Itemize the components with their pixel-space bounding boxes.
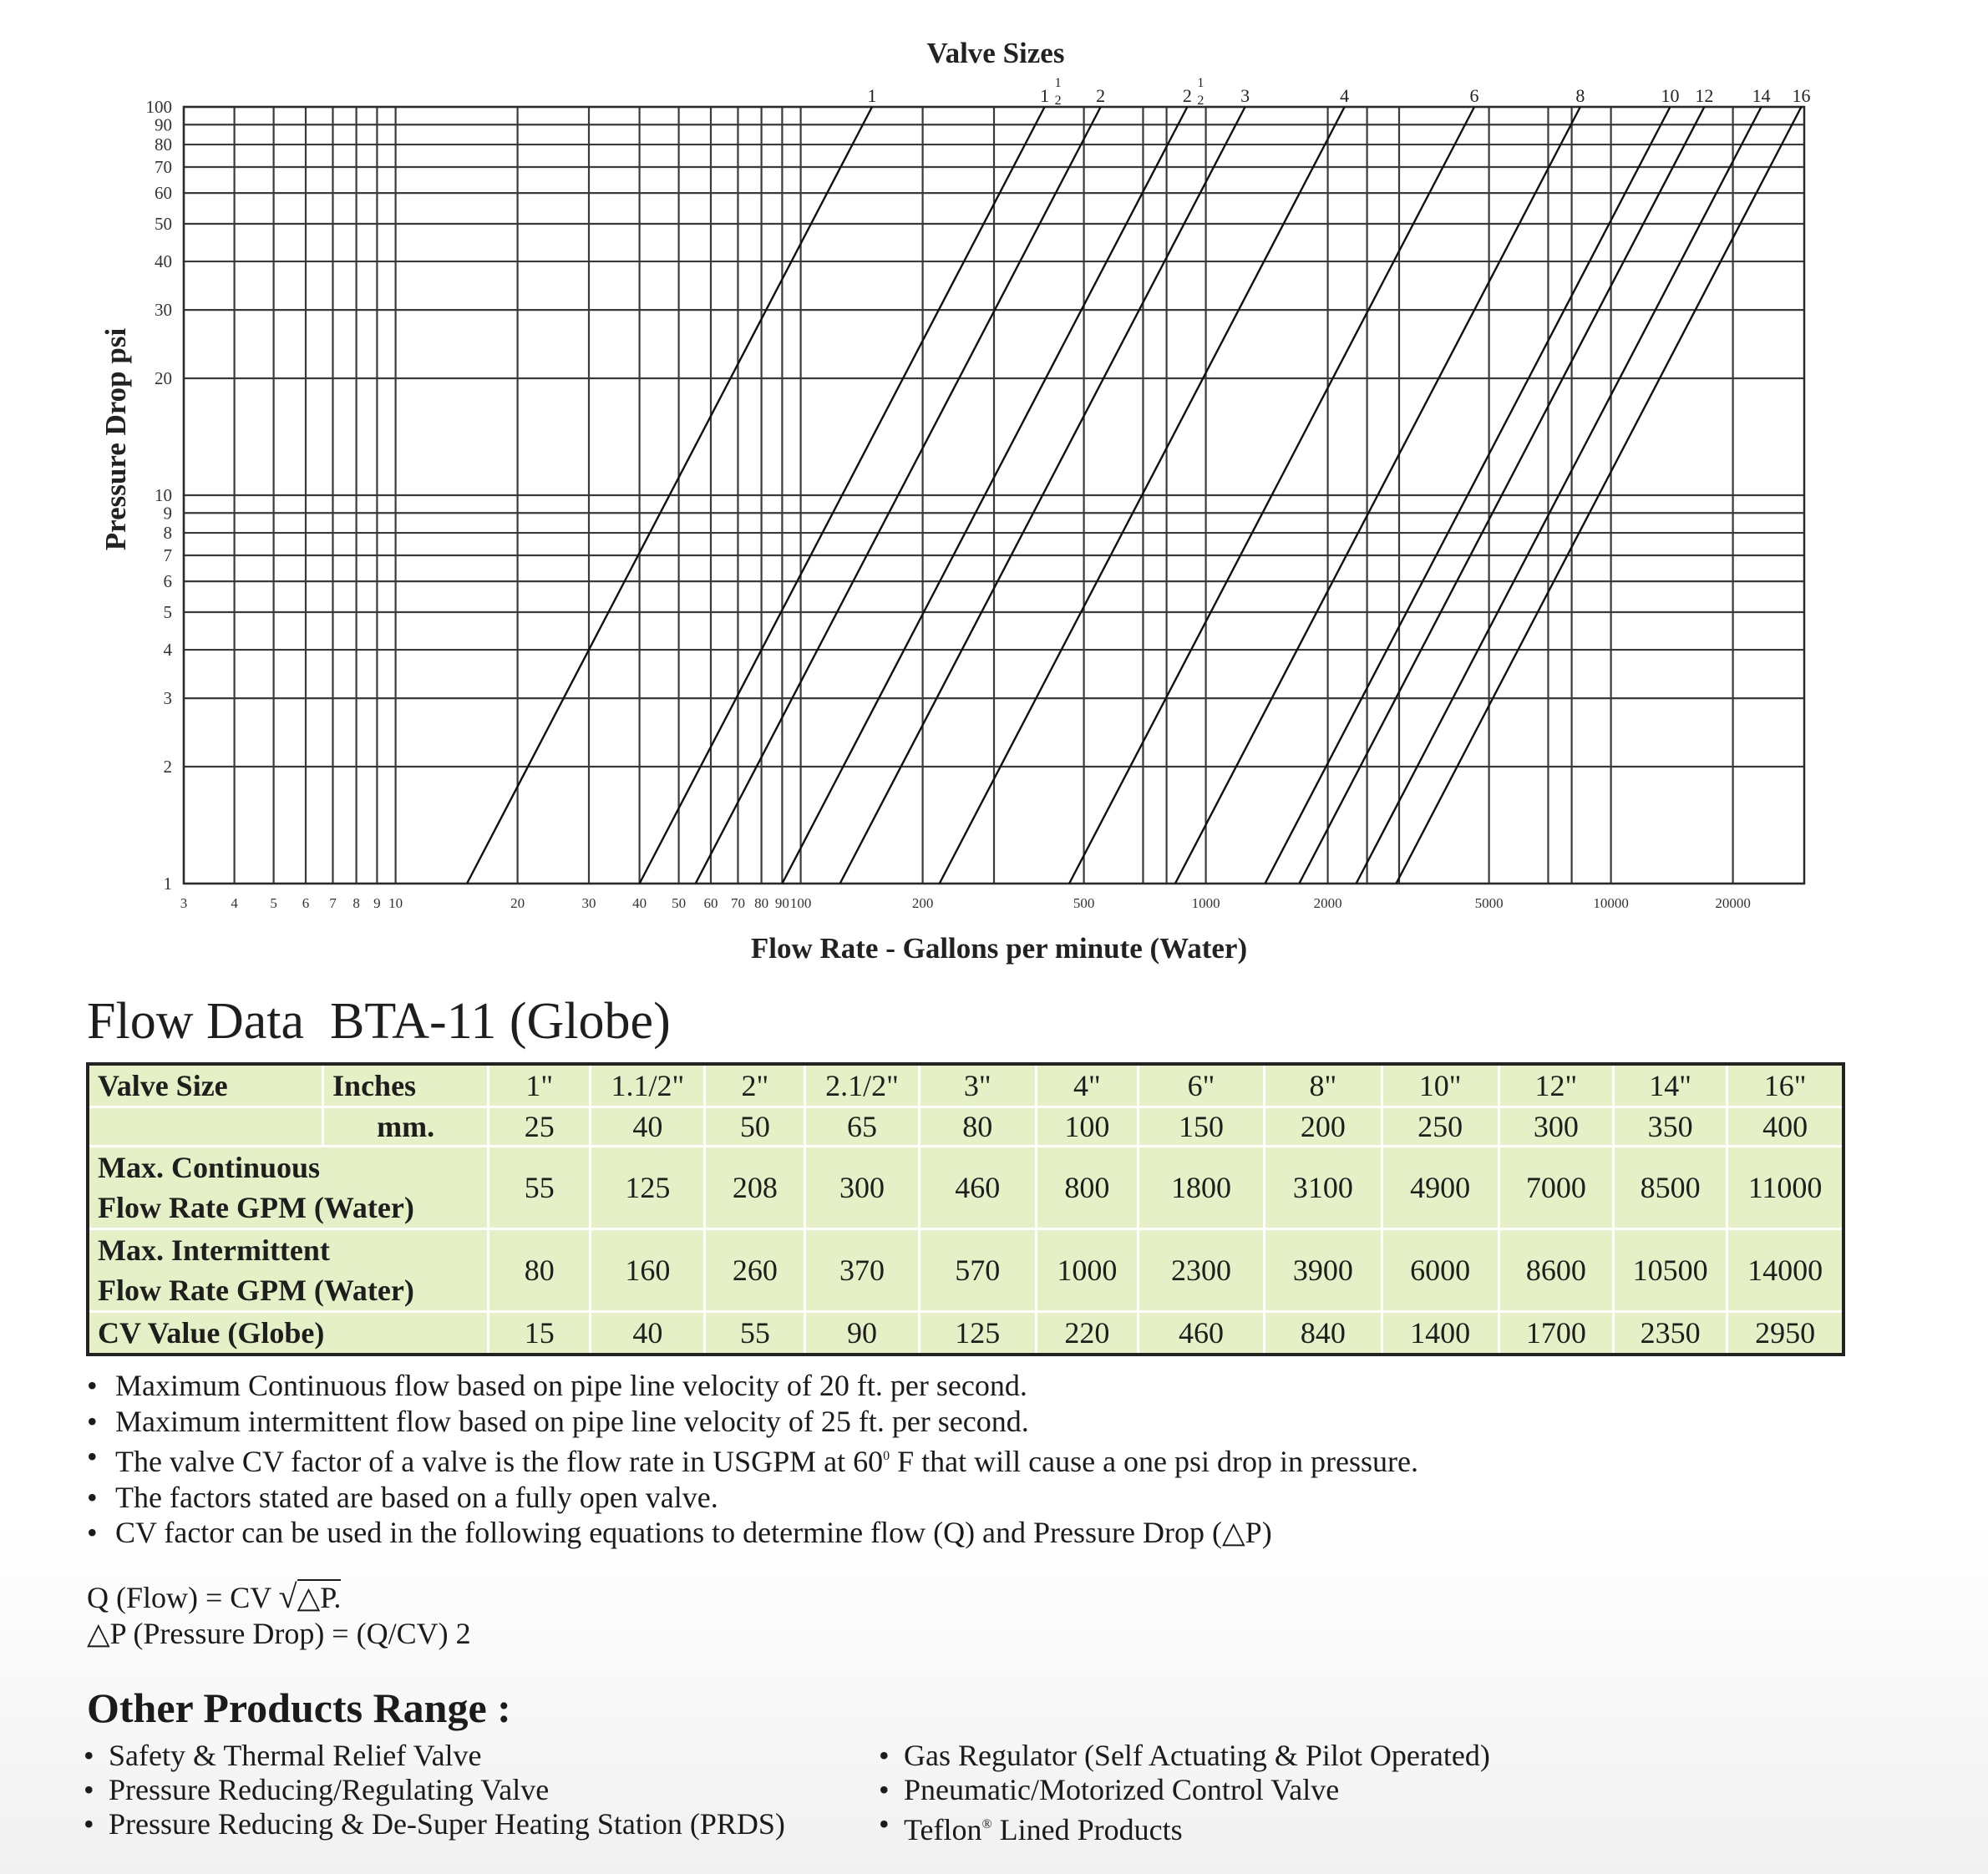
valve-label-fraction: 1: [1197, 76, 1204, 90]
valve-label-2½: 2: [1182, 85, 1192, 106]
table-cell: 2350: [1613, 1312, 1727, 1355]
x-tick-label: 90: [774, 895, 789, 911]
table-cell: 250: [1382, 1107, 1499, 1147]
blank-cell: [88, 1107, 323, 1147]
y-tick-label: 6: [163, 571, 172, 592]
x-tick-label: 3: [180, 895, 188, 911]
formula-text: Q (Flow) = CV: [87, 1581, 279, 1614]
table-cell: 370: [805, 1229, 919, 1312]
table-cell: 2.1/2": [805, 1064, 919, 1107]
y-tick-label: 80: [155, 134, 172, 155]
table-cell: 3": [919, 1064, 1036, 1107]
products-list-right: [879, 1739, 1490, 1847]
flow-data-title: Flow Data BTA-11 (Globe): [87, 993, 671, 1050]
table-cell: 460: [919, 1147, 1036, 1229]
product-text: Lined Products: [991, 1813, 1183, 1846]
table-row: [88, 1107, 1843, 1147]
y-tick-label: 10: [155, 485, 172, 505]
mm-label: mm.: [323, 1107, 489, 1147]
table-row: [88, 1229, 1843, 1312]
y-tick-label: 30: [155, 300, 172, 321]
valve-label-6: 6: [1469, 85, 1479, 106]
x-tick-label: 40: [632, 895, 647, 911]
product-item: • Gas Regulator (Self Actuating & Pilot Operated): [879, 1739, 1490, 1773]
note-item: • CV factor can be used in the following equations to determine flow (Q) and Pressure Drop (△P): [87, 1515, 1418, 1551]
chart-title: Valve Sizes: [926, 37, 1065, 69]
x-tick-label: 7: [329, 895, 337, 911]
valve-label-4: 4: [1340, 85, 1350, 106]
table-cell: 55: [705, 1312, 805, 1355]
sqrt-icon: √: [278, 1578, 297, 1615]
table-cell: 25: [489, 1107, 591, 1147]
x-tick-label: 70: [730, 895, 745, 911]
y-tick-label: 50: [155, 213, 172, 234]
table-cell: 55: [489, 1147, 591, 1229]
max-continuous-label: [88, 1147, 489, 1229]
table-cell: 14000: [1727, 1229, 1843, 1312]
x-tick-label: 50: [672, 895, 687, 911]
product-item: • Pneumatic/Motorized Control Valve: [879, 1773, 1490, 1807]
table-cell: 8500: [1613, 1147, 1727, 1229]
table-cell: 40: [591, 1107, 705, 1147]
table-cell: 15: [489, 1312, 591, 1355]
y-tick-label: 4: [163, 640, 172, 661]
table-cell: 350: [1613, 1107, 1727, 1147]
table-cell: 80: [489, 1229, 591, 1312]
table-cell: 300: [1499, 1107, 1613, 1147]
valve-label-14: 14: [1752, 85, 1771, 106]
table-cell: 40: [591, 1312, 705, 1355]
valve-label-fraction: 2: [1197, 94, 1204, 108]
table-cell: 3100: [1265, 1147, 1382, 1229]
y-tick-label: 40: [155, 251, 172, 272]
table-cell: 1.1/2": [591, 1064, 705, 1107]
valve-label-1½: 1: [1040, 85, 1050, 106]
table-cell: 1700: [1499, 1312, 1613, 1355]
table-cell: 300: [805, 1147, 919, 1229]
table-cell: 8": [1265, 1064, 1382, 1107]
table-cell: 125: [919, 1312, 1036, 1355]
table-cell: 10": [1382, 1064, 1499, 1107]
valve-label-16: 16: [1792, 85, 1811, 106]
table-cell: 1400: [1382, 1312, 1499, 1355]
table-cell: 8600: [1499, 1229, 1613, 1312]
table-cell: 150: [1138, 1107, 1264, 1147]
valve-size-label: Valve Size: [88, 1064, 323, 1107]
registered-mark: ®: [981, 1817, 992, 1831]
x-tick-label: 5000: [1474, 895, 1504, 911]
table-cell: 2": [705, 1064, 805, 1107]
table-cell: 90: [805, 1312, 919, 1355]
table-cell: 10500: [1613, 1229, 1727, 1312]
x-tick-label: 8: [352, 895, 360, 911]
table-cell: 220: [1036, 1312, 1138, 1355]
y-tick-label: 70: [155, 157, 172, 178]
y-tick-label: 60: [155, 183, 172, 204]
x-axis-label: Flow Rate - Gallons per minute (Water): [750, 932, 1248, 965]
x-tick-label: 200: [911, 895, 934, 911]
y-tick-label: 8: [163, 523, 172, 544]
y-axis-label: Pressure Drop psi: [99, 327, 132, 551]
other-products-title: Other Products Range :: [87, 1684, 511, 1731]
x-tick-label: 2000: [1313, 895, 1342, 911]
valve-label-3: 3: [1240, 85, 1250, 106]
product-text: Teflon: [904, 1813, 982, 1846]
x-tick-label: 4: [231, 895, 238, 911]
table-cell: 11000: [1727, 1147, 1843, 1229]
x-tick-label: 500: [1073, 895, 1095, 911]
x-tick-label: 1000: [1191, 895, 1220, 911]
row-label-line: Max. Intermittent: [98, 1233, 330, 1267]
x-tick-label: 20: [510, 895, 525, 911]
row-label-line: Flow Rate GPM (Water): [98, 1191, 414, 1224]
products-list-left: [84, 1739, 785, 1841]
flow-data-table: [86, 1062, 1845, 1356]
table-cell: 3900: [1265, 1229, 1382, 1312]
note-text: F that will cause a one psi drop in pressure.: [890, 1445, 1418, 1478]
table-cell: 6": [1138, 1064, 1264, 1107]
degree-superscript: 0: [883, 1449, 890, 1463]
pressure-drop-formula: △P (Pressure Drop) = (Q/CV) 2: [87, 1617, 471, 1650]
table-cell: 4": [1036, 1064, 1138, 1107]
x-tick-label: 6: [302, 895, 310, 911]
table-cell: 1": [489, 1064, 591, 1107]
valve-label-fraction: 1: [1054, 76, 1062, 90]
max-intermittent-label: [88, 1229, 489, 1312]
valve-size-labels: [868, 76, 1811, 108]
table-cell: 570: [919, 1229, 1036, 1312]
valve-label-10: 10: [1661, 85, 1680, 106]
valve-label-1: 1: [867, 85, 877, 106]
table-cell: 260: [705, 1229, 805, 1312]
notes-list: [87, 1368, 1418, 1551]
x-tick-label: 20000: [1715, 895, 1751, 911]
table-cell: 14": [1613, 1064, 1727, 1107]
product-item: • Pressure Reducing/Regulating Valve: [84, 1773, 785, 1807]
y-tick-label: 2: [163, 757, 172, 777]
table-cell: 80: [919, 1107, 1036, 1147]
y-tick-label: 5: [163, 601, 172, 622]
row-label-line: Max. Continuous: [98, 1151, 321, 1184]
x-tick-label: 9: [373, 895, 381, 911]
table-cell: 2950: [1755, 1316, 1816, 1350]
table-row: [88, 1312, 1843, 1355]
table-cell: 840: [1265, 1312, 1382, 1355]
y-tick-label: 20: [155, 368, 172, 389]
x-tick-labels: [180, 895, 1751, 911]
valve-label-fraction: 2: [1054, 94, 1062, 108]
x-tick-label: 10: [388, 895, 403, 911]
product-item: [879, 1807, 1490, 1847]
note-text: The valve CV factor of a valve is the flow rate in USGPM at 60: [115, 1445, 884, 1478]
table-cell: 400: [1727, 1107, 1843, 1147]
table-cell: 100: [1036, 1107, 1138, 1147]
x-tick-label: 30: [581, 895, 596, 911]
valve-label-12: 12: [1695, 85, 1714, 106]
table-cell: 16": [1727, 1064, 1843, 1107]
table-cell: 460: [1138, 1312, 1264, 1355]
y-tick-label: 90: [155, 114, 172, 135]
table-cell: 160: [591, 1229, 705, 1312]
row-label-line: Flow Rate GPM (Water): [98, 1274, 414, 1307]
flow-formula: [87, 1580, 341, 1613]
table-cell: 800: [1036, 1147, 1138, 1229]
table-cell: 208: [705, 1147, 805, 1229]
table-cell: 6000: [1382, 1229, 1499, 1312]
table-cell: 4900: [1382, 1147, 1499, 1229]
product-item: • Pressure Reducing & De-Super Heating Station (PRDS): [84, 1807, 785, 1841]
x-tick-label: 60: [703, 895, 718, 911]
x-tick-label: 10000: [1593, 895, 1629, 911]
y-tick-label: 1: [163, 874, 172, 894]
table-cell: 50: [705, 1107, 805, 1147]
cv-value-label: CV Value (Globe): [88, 1312, 489, 1355]
table-cell: 1000: [1036, 1229, 1138, 1312]
inches-label: Inches: [323, 1064, 489, 1107]
y-tick-label: 3: [163, 688, 172, 709]
valve-label-8: 8: [1575, 85, 1585, 106]
table-cell: 1800: [1138, 1147, 1264, 1229]
note-item: [87, 1439, 1418, 1480]
x-tick-label: 100: [789, 895, 812, 911]
table-cell: 7000: [1499, 1147, 1613, 1229]
table-cell: 200: [1265, 1107, 1382, 1147]
note-item: • Maximum Continuous flow based on pipe line velocity of 20 ft. per second.: [87, 1368, 1418, 1404]
y-tick-labels: [146, 97, 173, 894]
y-tick-label: 7: [163, 545, 172, 566]
table-cell: 2300: [1138, 1229, 1264, 1312]
horizontal-grid: [184, 107, 1804, 884]
table-row: [88, 1064, 1843, 1107]
product-item: • Safety & Thermal Relief Valve: [84, 1739, 785, 1773]
valve-label-2: 2: [1096, 85, 1106, 106]
table-row: [88, 1147, 1843, 1229]
formula-radicand: △P.: [297, 1581, 342, 1614]
x-tick-label: 5: [270, 895, 277, 911]
x-tick-label: 80: [754, 895, 769, 911]
table-cell: 65: [805, 1107, 919, 1147]
table-cell: 125: [591, 1147, 705, 1229]
table-cell: 12": [1499, 1064, 1613, 1107]
note-item: • The factors stated are based on a fully open valve.: [87, 1480, 1418, 1516]
y-tick-label: 100: [145, 97, 172, 117]
note-item: • Maximum intermittent flow based on pipe line velocity of 25 ft. per second.: [87, 1404, 1418, 1440]
y-tick-label: 9: [163, 503, 172, 524]
